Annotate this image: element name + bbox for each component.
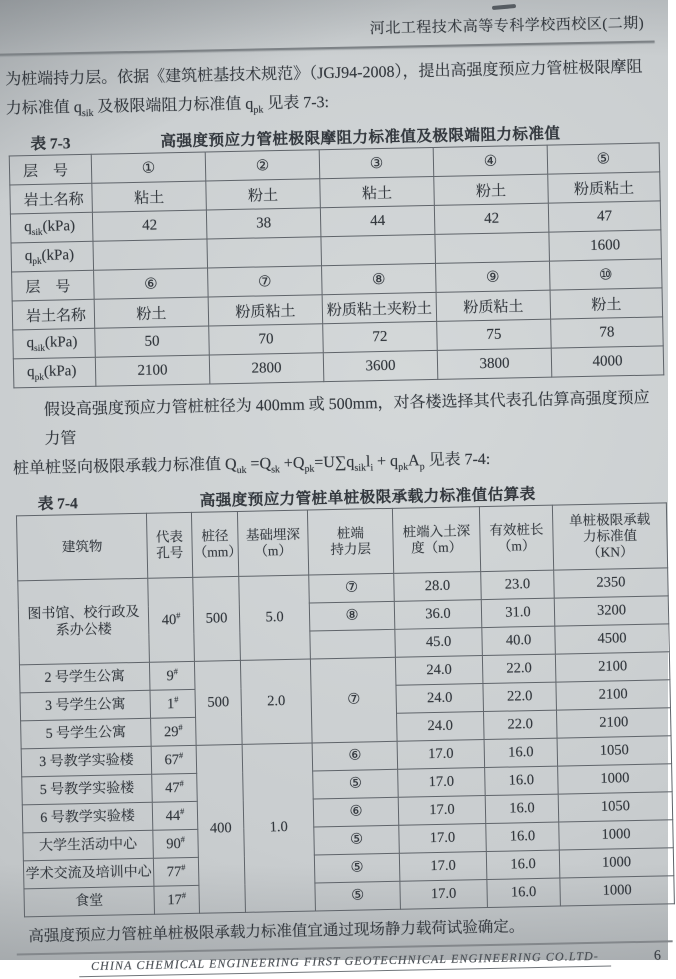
capacity-cell: 2350 [554,568,669,598]
penetration-cell: 24.0 [397,712,485,742]
capacity-cell: 1050 [557,736,672,766]
col-header-hole: 代表 孔号 [146,513,192,579]
qpk-cell [93,239,208,270]
capacity-cell: 1000 [559,820,674,850]
bearing-layer-cell: ⑤ [315,882,401,912]
bearing-layer-cell [310,630,396,660]
hole-cell: 47# [152,774,198,803]
penetration-cell: 24.0 [396,684,484,714]
row-header-qpk: $q_{pk}(kPa)$ [13,357,96,388]
intro-paragraph [5,53,650,130]
qpk-cell [435,232,550,263]
qsik-cell: 44 [320,206,435,237]
qsik-cell: 42 [92,210,207,241]
hole-cell: 17# [154,886,200,915]
col-header-penetration: 桩端入土深 度（m） [392,507,480,574]
building-cell: 大学生活动中心 [23,831,154,862]
table74-caption-label: 表 7-4 [37,495,78,513]
layer-cell: ⑦ [208,266,323,297]
soil-cell: 粉土 [206,179,321,210]
hole-cell: 40# [148,578,195,663]
diameter-cell: 400 [196,745,245,914]
diameter-cell: 500 [193,577,241,662]
soil-cell: 粉质粘土 [436,290,551,321]
penetration-cell: 45.0 [395,628,483,658]
length-cell: 23.0 [481,570,555,599]
row-header-qpk: $q_{pk}(kPa)$ [11,241,94,272]
capacity-cell: 2100 [556,680,671,710]
page-footer [17,941,673,979]
length-cell: 16.0 [487,878,561,907]
hole-cell: 1# [150,690,196,719]
bearing-layer-cell: ⑥ [313,798,399,828]
col-header-length: 有效桩长 （m） [479,506,553,572]
depth-cell: 1.0 [242,743,315,912]
depth-cell: 5.0 [239,575,311,660]
layer-cell: ③ [319,148,434,179]
closing-note: 高强度预应力管桩单桩极限承载力标准值宜通过现场静力载荷试验确定。 [28,918,525,946]
qsik-cell: 47 [548,201,661,232]
layer-cell: ⑤ [547,143,660,174]
row-header-soil: 岩土名称 [10,184,93,215]
soil-cell: 粉土 [550,288,663,319]
capacity-cell: 1000 [558,764,673,794]
qpk-cell: 1600 [549,230,662,261]
qpk-cell [321,235,436,266]
hole-cell: 77# [153,858,199,887]
penetration-cell: 17.0 [398,768,486,798]
qsik-cell: 42 [434,203,549,234]
building-cell: 2 号学生公寓 [19,663,150,694]
page-content [0,3,673,978]
layer-cell: ⑧ [322,264,437,295]
qpk-cell: 3800 [437,348,552,379]
building-cell: 食堂 [24,887,155,918]
qsik-cell: 50 [95,326,210,357]
soil-cell: 粉土 [434,174,549,205]
col-header-depth: 基础埋深 （m） [237,510,308,576]
col-header-building: 建筑物 [16,514,147,582]
qsik-cell: 78 [551,317,664,348]
row-header-layer: 层 号 [12,270,95,301]
footer-company-name: CHINA CHEMICAL ENGINEERING FIRST GEOTECHNICAL ENGINEERING CO.LTD- [79,949,611,978]
capacity-cell: 1050 [558,792,673,822]
penetration-cell: 24.0 [395,656,483,686]
table-7-4 [16,503,675,918]
capacity-cell: 2100 [556,708,671,738]
hole-cell: 90# [153,830,199,859]
capacity-cell: 4500 [555,624,670,654]
qsik-cell: 75 [437,319,552,350]
table73-caption-label: 表 7-3 [30,134,71,153]
capacity-cell: 3200 [554,596,669,626]
soil-cell: 粘土 [92,181,207,212]
soil-cell: 粉质粘土 [548,172,661,203]
qsik-cell: 70 [209,324,324,355]
length-cell: 40.0 [482,626,556,655]
penetration-cell: 17.0 [397,740,485,770]
length-cell: 16.0 [486,850,560,879]
length-cell: 16.0 [485,766,559,795]
building-cell: 6 号教学实验楼 [22,803,153,834]
layer-cell: ⑨ [435,261,550,292]
assumption-line-1: 假设高强度预应力管桩桩径为 400mm 或 500mm，对各楼选择其代表孔估算高强度预应力管 [43,389,650,449]
row-header-soil: 岩土名称 [12,299,95,330]
building-cell: 5 号教学实验楼 [22,775,153,806]
length-cell: 16.0 [486,822,560,851]
soil-cell: 粉土 [94,297,209,328]
intro-line-2: 力标准值 $q_{sik}$ 及极限端阻力标准值 $q_{pk}$ 见表 7-3: [5,94,330,120]
row-header-layer: 层 号 [9,155,92,186]
bearing-layer-cell: ⑥ [312,742,398,772]
depth-cell: 2.0 [240,659,312,744]
bearing-layer-cell: ⑧ [309,602,395,632]
capacity-cell: 1000 [559,848,674,878]
assumption-line-2-formula: 桩单桩竖向极限承载力标准值 $Q_{uk} =Q_{sk} +Q_{pk}=U\sum q_{sik}l_i + q_{pk}A_p$ 见表 7-4: [12,451,491,478]
layer-cell: ② [205,150,320,181]
qsik-cell: 38 [206,208,321,239]
bearing-layer-cell: ⑤ [314,826,400,856]
penetration-cell: 17.0 [399,852,487,882]
building-cell: 5 号学生公寓 [21,719,152,750]
assumption-paragraph [12,384,658,490]
building-cell: 学术交流及培训中心 [23,859,154,890]
hole-cell: 9# [149,662,195,691]
length-cell: 22.0 [484,710,558,739]
building-cell: 3 号学生公寓 [20,691,151,722]
hole-cell: 67# [151,746,197,775]
penetration-cell: 28.0 [394,572,482,602]
penetration-cell: 36.0 [394,600,482,630]
capacity-cell: 2100 [555,652,670,682]
bearing-layer-cell: ⑦ [309,574,395,604]
page-header-title: 河北工程技术高等专科学校西校区(二期) [369,15,645,38]
row-header-qsik: $q_{sik}(kPa)$ [10,212,93,243]
building-cell: 3 号教学实验楼 [21,747,152,778]
footer-page-number: 6 [653,948,662,965]
bearing-layer-cell: ⑤ [313,770,399,800]
capacity-cell: 1000 [560,876,675,906]
length-cell: 31.0 [481,598,555,627]
length-cell: 22.0 [483,682,557,711]
layer-cell: ⑥ [94,268,209,299]
building-cell: 图书馆、校行政及 系办公楼 [18,579,150,666]
penetration-cell: 17.0 [400,880,488,910]
qpk-cell: 3600 [323,351,438,382]
hole-cell: 29# [151,718,197,747]
qpk-cell: 4000 [551,346,664,377]
penetration-cell: 17.0 [398,796,486,826]
intro-line-1: 为桩端持力层。依据《建筑桩基技术规范》（JGJ94-2008），提出高强度预应力管桩极限摩阻 [5,58,643,89]
row-header-qsik: $q_{sik}(kPa)$ [13,328,96,359]
length-cell: 16.0 [484,738,558,767]
diameter-cell: 500 [194,661,242,746]
table73-caption-title: 高强度预应力管桩极限摩阻力标准值及极限端阻力标准值 [160,125,561,151]
table-7-3 [9,143,665,389]
qpk-cell [207,237,322,268]
soil-cell: 粉质粘土夹粉土 [322,293,437,324]
hole-cell: 44# [152,802,198,831]
layer-cell: ⑩ [549,259,662,290]
length-cell: 22.0 [482,654,556,683]
bearing-layer-cell: ⑦ [310,658,397,744]
layer-cell: ① [91,152,206,183]
length-cell: 16.0 [485,794,559,823]
layer-cell: ④ [433,145,548,176]
col-header-capacity: 单桩极限承载 力标准值 （KN） [552,503,667,570]
col-header-diameter: 桩径 （mm） [191,512,238,578]
qsik-cell: 72 [323,322,438,353]
qpk-cell: 2800 [209,353,324,384]
col-header-bearing-layer: 桩端 持力层 [307,509,393,576]
qpk-cell: 2100 [95,355,210,386]
table74-caption-title: 高强度预应力管桩单桩极限承载力标准值估算表 [199,485,536,510]
bearing-layer-cell: ⑤ [314,854,400,884]
penetration-cell: 17.0 [399,824,487,854]
soil-cell: 粉质粘土 [208,295,323,326]
soil-cell: 粘土 [320,177,435,208]
